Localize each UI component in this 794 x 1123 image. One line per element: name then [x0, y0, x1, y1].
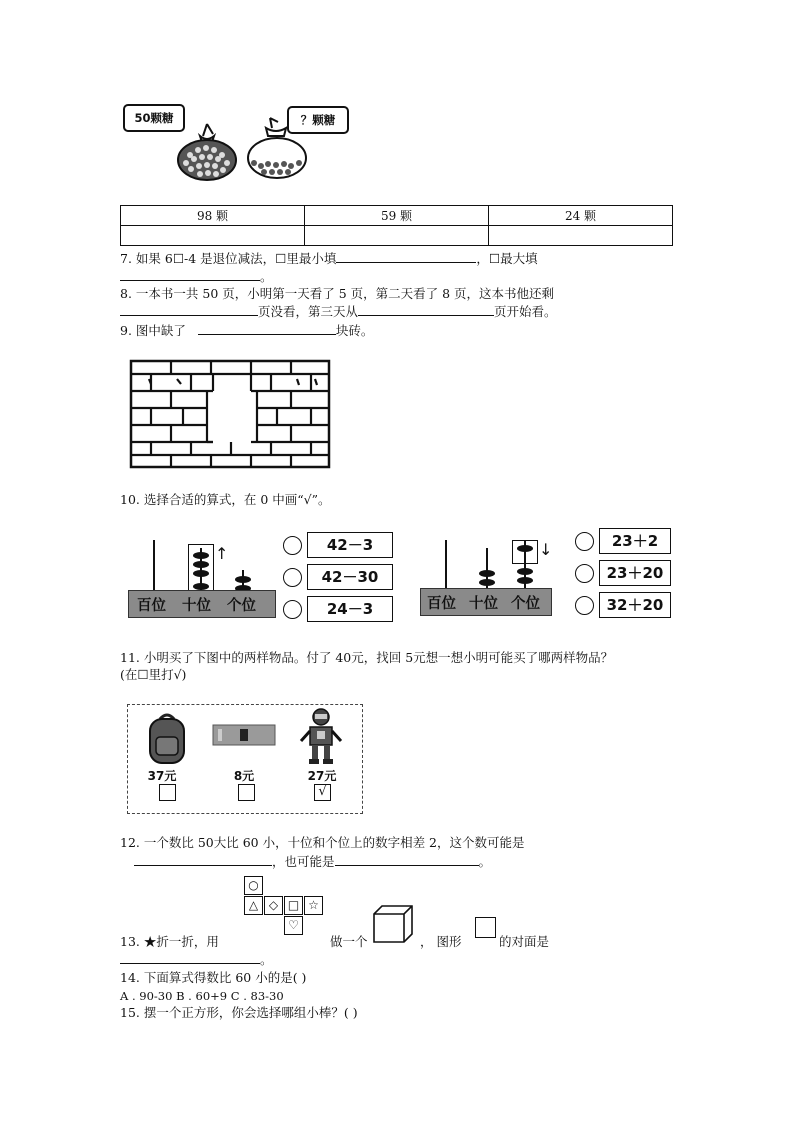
backpack-icon: [142, 711, 192, 765]
choice-circle[interactable]: [283, 568, 302, 587]
question-8: 8. 一本书一共 50 页，小明第一天看了 5 页，第二天看了 8 页，这本书他还剩: [120, 286, 555, 301]
choice-circle[interactable]: [283, 600, 302, 619]
question-12: 12. 一个数比 50大比 60 小，十位和个位上的数字相差 2，这个数可能是: [120, 835, 525, 850]
price-label: 37元: [147, 769, 177, 783]
option-row: 42－30: [283, 564, 393, 590]
question-7-cont: 。: [120, 268, 273, 285]
abacus-left: ↑ 百位 十位 个位: [128, 530, 274, 620]
item-checkbox[interactable]: √: [314, 784, 331, 801]
speech-bubble-right: ？颗糖: [287, 106, 349, 134]
question-8-cont: 页没看，第三天从 页开始看。: [120, 303, 557, 320]
answer-blank[interactable]: [120, 303, 258, 316]
abacus-right: ↓ 百位 十位 个位: [420, 530, 566, 620]
net-face: △: [244, 896, 263, 915]
arrow-down-icon: ↓: [539, 540, 553, 559]
answer-blank[interactable]: [120, 951, 260, 964]
answer-blank[interactable]: [120, 268, 260, 281]
option-cell: 24 颗: [489, 206, 673, 226]
item-checkbox[interactable]: [159, 784, 176, 801]
question-13-mid: 做一个: [330, 934, 368, 949]
question-14-options: A . 90-30 B . 60+9 C . 83-30: [120, 989, 284, 1003]
robot-toy-icon: [296, 707, 346, 767]
option-row: 32＋20: [575, 592, 671, 618]
answer-cell[interactable]: [305, 226, 489, 246]
option-row: 23＋20: [575, 560, 671, 586]
question-11: 11. 小明买了下图中的两样物品。付了 40元，找回 5元想一想小明可能买了哪两样物品？: [120, 650, 614, 665]
answer-blank[interactable]: [358, 303, 494, 316]
pencil-case-icon: [212, 721, 276, 749]
q6-options-table: [120, 205, 673, 246]
answer-cell[interactable]: [121, 226, 305, 246]
question-10: 10. 选择合适的算式，在 0 中画“√”。: [120, 492, 331, 507]
net-face: □: [284, 896, 303, 915]
net-face: ♡: [284, 916, 303, 935]
option-cell: 98 颗: [121, 206, 305, 226]
price-label: 8元: [233, 769, 255, 783]
cube-icon: [372, 904, 414, 944]
question-13-tail: 的对面是: [499, 934, 550, 949]
price-label: 27元: [307, 769, 337, 783]
arrow-up-icon: ↑: [215, 544, 229, 563]
answer-blank[interactable]: [134, 853, 272, 866]
brick-wall-image: [127, 356, 333, 472]
option-row: 42－3: [283, 532, 393, 558]
question-12-cont: ，也可能是 。: [134, 853, 491, 870]
item-checkbox[interactable]: [238, 784, 255, 801]
choice-circle[interactable]: [283, 536, 302, 555]
option-row: 24－3: [283, 596, 393, 622]
question-7: 7. 如果 6☐-4 是退位减法，☐里最小填 ，☐最大填: [120, 251, 538, 266]
question-9: 9. 图中缺了 块砖。: [120, 323, 374, 338]
net-face: ○: [244, 876, 263, 895]
answer-cell[interactable]: [489, 226, 673, 246]
question-15: 15. 摆一个正方形，你会选择哪组小棒？( ): [120, 1005, 358, 1020]
speech-bubble-left: 50颗糖: [123, 104, 185, 132]
option-row: 23＋2: [575, 528, 671, 554]
question-13-cont: 。: [120, 951, 273, 968]
answer-blank[interactable]: [336, 250, 476, 263]
question-13: 13. ★折一折，用: [120, 934, 219, 949]
net-face: ◇: [264, 896, 283, 915]
question-13-shape: ， 图形: [420, 934, 462, 949]
choice-circle[interactable]: [575, 564, 594, 583]
candy-bag-full-icon: [170, 120, 245, 182]
net-face: ☆: [304, 896, 323, 915]
question-14: 14. 下面算式得数比 60 小的是( ): [120, 970, 307, 985]
answer-blank[interactable]: [335, 853, 479, 866]
cube-net-diagram: [240, 874, 330, 944]
option-cell: 59 颗: [305, 206, 489, 226]
choice-circle[interactable]: [575, 532, 594, 551]
choice-circle[interactable]: [575, 596, 594, 615]
items-panel: [127, 704, 363, 814]
question-11-cont: (在☐里打√): [120, 667, 187, 682]
square-shape-icon: [475, 917, 496, 938]
answer-blank[interactable]: [198, 322, 336, 335]
